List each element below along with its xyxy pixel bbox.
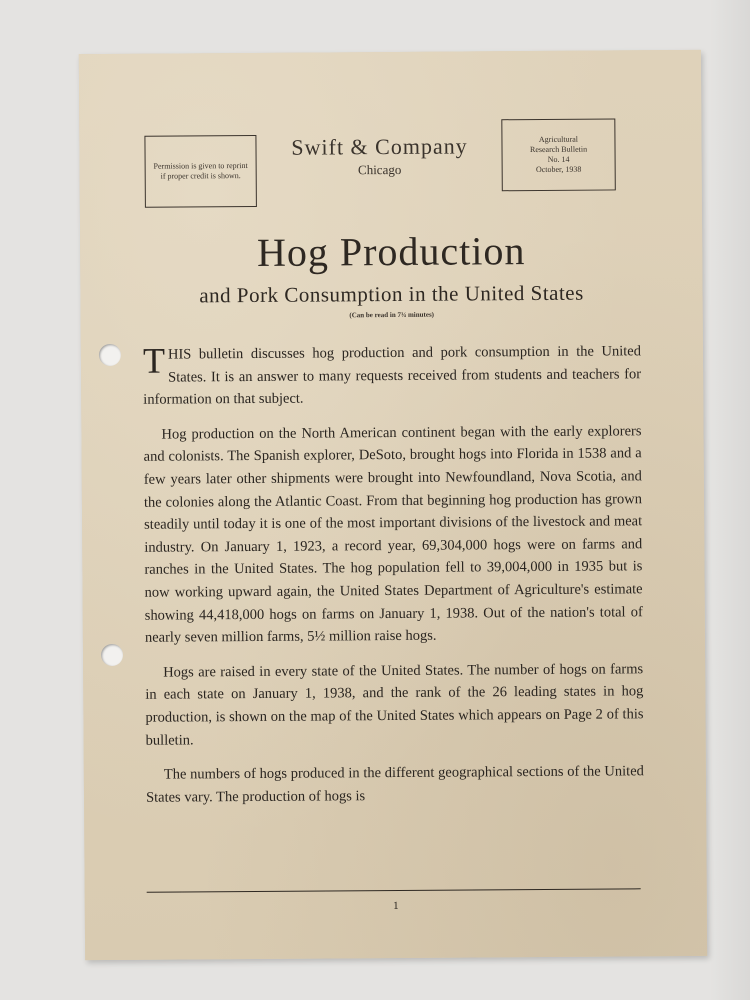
- page-number: 1: [393, 899, 399, 913]
- page-title: Hog Production: [256, 228, 526, 275]
- page-subtitle: and Pork Consumption in the United States: [199, 280, 584, 308]
- read-time-note: (Can be read in 7¾ minutes): [349, 310, 435, 320]
- drop-cap: T: [142, 340, 166, 381]
- company-header: [269, 133, 489, 179]
- punch-hole-top: [99, 344, 121, 366]
- paragraph-history: Hog production on the North American continent began with the early explorers and colonists. The Spanish explorer, DeSoto, brought hogs into Florida in 1538 and a few years later other shipments were brought into Newfoundland, Nova Scotia, and the colonies along the Atlantic Coast. From that beginning hog production has grown steadily until today it is one of the most important divisions of the livestock and meat industry. On January 1, 1923, a record year, 69,304,000 hogs were on farms and ranches in the United States. The hog population fell to 39,004,000 in 1935 but is now working upward again, the United States Department of Agriculture's estimate showing 44,418,000 hogs on farms on January 1, 1938. Out of the nation's total of nearly seven million farms, 5½ million raise hogs.: [143, 423, 643, 646]
- bulletin-page: [79, 50, 707, 960]
- reprint-permission-text: Permission is given to reprint if proper credit is shown.: [153, 161, 248, 181]
- paragraph-intro: [143, 340, 641, 411]
- reprint-permission-box: [144, 135, 256, 208]
- article-body: [143, 340, 644, 821]
- paragraph-states: Hogs are raised in every state of the United States. The number of hogs on farms in each state on January 1, 1938, and the rank of the 26 leading states in hog production, is shown on the map of the United States which appears on Page 2 of this bulletin.: [145, 660, 644, 749]
- background-shadow: [710, 0, 750, 1000]
- punch-hole-bottom: [101, 644, 123, 666]
- bulletin-info-line: Research Bulletin: [529, 144, 588, 155]
- bulletin-info-line: Agricultural: [538, 134, 579, 144]
- bulletin-info-box: [501, 118, 615, 191]
- paragraph-sections: The numbers of hogs produced in the different geographical sections of the United States vary. The production of hogs is: [145, 763, 644, 806]
- company-city: Chicago: [357, 161, 402, 178]
- company-name: Swift & Company: [291, 133, 468, 160]
- footer-rule: [147, 888, 641, 892]
- paragraph-intro-text: HIS bulletin discusses hog production and pork consumption in the United States. It is an answer to many requests received from students and teachers for information on that subject.: [143, 343, 642, 408]
- bulletin-info-line: October, 1938: [535, 164, 582, 174]
- bulletin-info-line: No. 14: [547, 154, 570, 164]
